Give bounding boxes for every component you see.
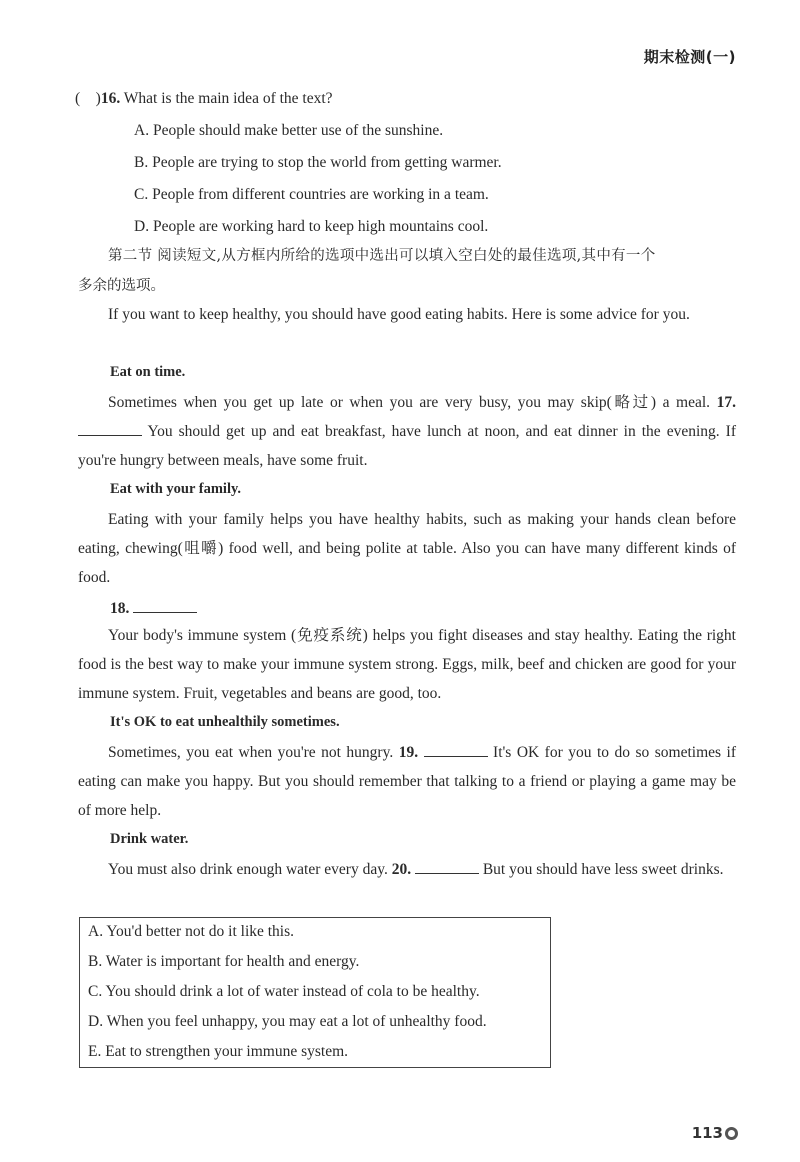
- options-box: [79, 917, 551, 1068]
- passage-intro: If you want to keep healthy, you should have good eating habits. Here is some advice for you.: [108, 306, 690, 323]
- q16-option-c: C. People from different countries are working in a team.: [134, 186, 489, 203]
- heading-eat-with-family: Eat with your family.: [110, 481, 242, 497]
- blank-number-17: 17.: [716, 394, 736, 411]
- box-option-e: E. Eat to strengthen your immune system.: [88, 1043, 349, 1060]
- paragraph-text: Sometimes, you eat when you're not hungry.: [108, 744, 399, 761]
- heading-eat-unhealthily: It's OK to eat unhealthily sometimes.: [110, 714, 340, 730]
- paragraph-text: You must also drink enough water every day.: [108, 861, 392, 878]
- paragraph-text: You should get up and eat breakfast, have lunch at noon, and eat dinner in the evening. If you're hungry between meals, have some fruit.: [78, 423, 736, 469]
- passage-paragraph-4: [78, 738, 736, 825]
- blank-17[interactable]: [78, 421, 142, 436]
- passage-paragraph-5: [78, 855, 736, 884]
- passage-paragraph-3: Your body's immune system (免疫系统) helps you fight diseases and stay healthy. Eating the right food is the best way to make your immune system strong. Eggs, milk, beef and chicken are good for your immune system. Fruit, vegetables and beans are good, too.: [78, 627, 736, 702]
- paragraph-text: Sometimes when you get up late or when you are very busy, you may skip(略过) a meal.: [108, 394, 717, 411]
- box-option-d: D. When you feel unhappy, you may eat a lot of unhealthy food.: [88, 1013, 487, 1030]
- blank-number-18: 18.: [110, 600, 130, 617]
- blank-number-20: 20.: [391, 861, 412, 878]
- q16-option-b: B. People are trying to stop the world from getting warmer.: [134, 154, 502, 171]
- page-number: [692, 1124, 738, 1142]
- box-option-b: B. Water is important for health and energy.: [88, 953, 360, 970]
- q16-option-a: A. People should make better use of the sunshine.: [134, 122, 444, 139]
- blank-18[interactable]: [133, 598, 197, 613]
- question-number: 16.: [100, 90, 121, 107]
- paragraph-text: But you should have less sweet drinks.: [478, 861, 724, 878]
- section-instruction: 第二节 阅读短文,从方框内所给的选项中选出可以填入空白处的最佳选项,其中有一个: [108, 248, 656, 264]
- question-text: What is the main idea of the text?: [120, 90, 333, 107]
- question-16-stem: [75, 90, 333, 108]
- passage-paragraph-1: [78, 388, 736, 475]
- heading-eat-on-time: Eat on time.: [110, 364, 186, 380]
- section-instruction-cont: 多余的选项。: [78, 278, 165, 294]
- heading-drink-water: Drink water.: [110, 831, 189, 847]
- passage-paragraph-2: Eating with your family helps you have healthy habits, such as making your hands clean before eating, chewing(咀嚼) food well, and being polite at table. Also you can have many different kinds of food.: [78, 511, 736, 586]
- blank-20[interactable]: [415, 859, 479, 874]
- q16-option-d: D. People are working hard to keep high mountains cool.: [134, 218, 489, 235]
- paragraph-text: It's OK for you to do so sometimes if eating can make you happy. But you should remember that talking to a friend or playing a game may be of more help.: [78, 744, 737, 819]
- blank-19[interactable]: [424, 742, 488, 757]
- page-number-text: 113: [691, 1124, 723, 1142]
- box-option-c: C. You should drink a lot of water instead of cola to be healthy.: [88, 983, 480, 1000]
- page-header-title: 期末检测(一): [643, 48, 736, 66]
- box-option-a: A. You'd better not do it like this.: [88, 923, 295, 940]
- blank-18-line: [110, 598, 197, 618]
- answer-bracket: ( ): [75, 90, 101, 107]
- circle-icon: [725, 1127, 738, 1140]
- blank-number-19: 19.: [398, 744, 419, 761]
